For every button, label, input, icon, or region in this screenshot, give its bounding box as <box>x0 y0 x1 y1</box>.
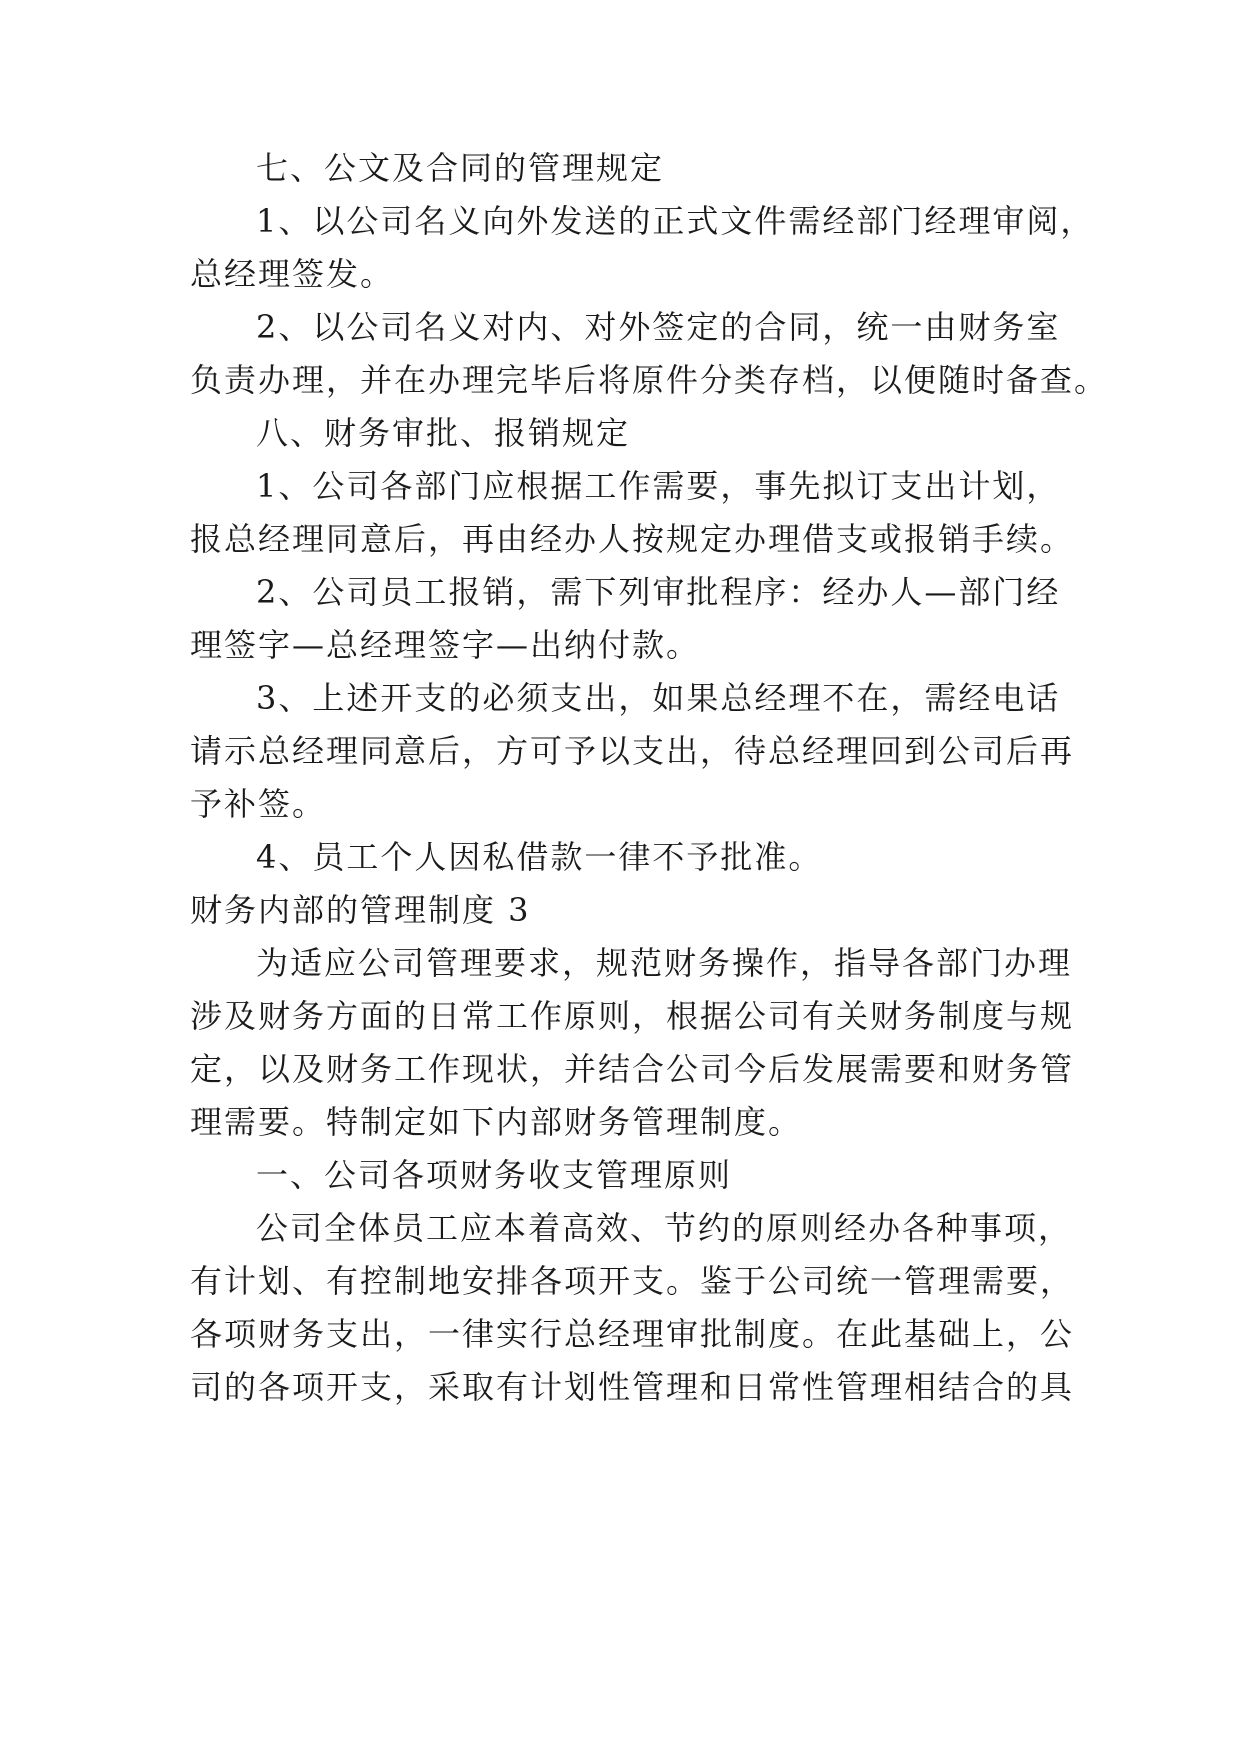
paragraph-line: 报总经理同意后，再由经办人按规定办理借支或报销手续。 <box>190 520 1075 558</box>
paragraph-line: 1、以公司名义向外发送的正式文件需经部门经理审阅， <box>256 202 1095 240</box>
paragraph-line: 2、以公司名义对内、对外签定的合同，统一由财务室 <box>256 308 1061 346</box>
paragraph-line: 理签字—总经理签字—出纳付款。 <box>190 626 701 664</box>
paragraph-line: 涉及财务方面的日常工作原则，根据公司有关财务制度与规 <box>190 997 1075 1035</box>
paragraph-line: 3、上述开支的必须支出，如果总经理不在，需经电话 <box>256 679 1061 717</box>
paragraph-line: 为适应公司管理要求，规范财务操作，指导各部门办理 <box>256 944 1073 982</box>
paragraph-line: 1、公司各部门应根据工作需要，事先拟订支出计划， <box>256 467 1061 505</box>
paragraph-line: 请示总经理同意后，方可予以支出，待总经理回到公司后再 <box>190 732 1075 770</box>
paragraph-line: 各项财务支出，一律实行总经理审批制度。在此基础上，公 <box>190 1315 1075 1353</box>
section-heading-8: 八、财务审批、报销规定 <box>256 414 631 452</box>
paragraph-line: 有计划、有控制地安排各项开支。鉴于公司统一管理需要， <box>190 1262 1075 1300</box>
paragraph-line: 负责办理，并在办理完毕后将原件分类存档，以便随时备查。 <box>190 361 1109 399</box>
paragraph-line: 予补签。 <box>190 785 327 823</box>
paragraph-line: 司的各项开支，采取有计划性管理和日常性管理相结合的具 <box>190 1368 1075 1406</box>
paragraph-line: 2、公司员工报销，需下列审批程序：经办人—部门经 <box>256 573 1061 611</box>
document-title: 财务内部的管理制度 3 <box>190 891 531 929</box>
section-heading-7: 七、公文及合同的管理规定 <box>256 149 665 187</box>
paragraph-line: 理需要。特制定如下内部财务管理制度。 <box>190 1103 803 1141</box>
paragraph-line: 公司全体员工应本着高效、节约的原则经办各种事项， <box>256 1209 1073 1247</box>
section-heading-1: 一、公司各项财务收支管理原则 <box>256 1156 733 1194</box>
paragraph-line: 定，以及财务工作现状，并结合公司今后发展需要和财务管 <box>190 1050 1075 1088</box>
paragraph-line: 总经理签发。 <box>190 255 395 293</box>
paragraph-line: 4、员工个人因私借款一律不予批准。 <box>256 838 823 876</box>
